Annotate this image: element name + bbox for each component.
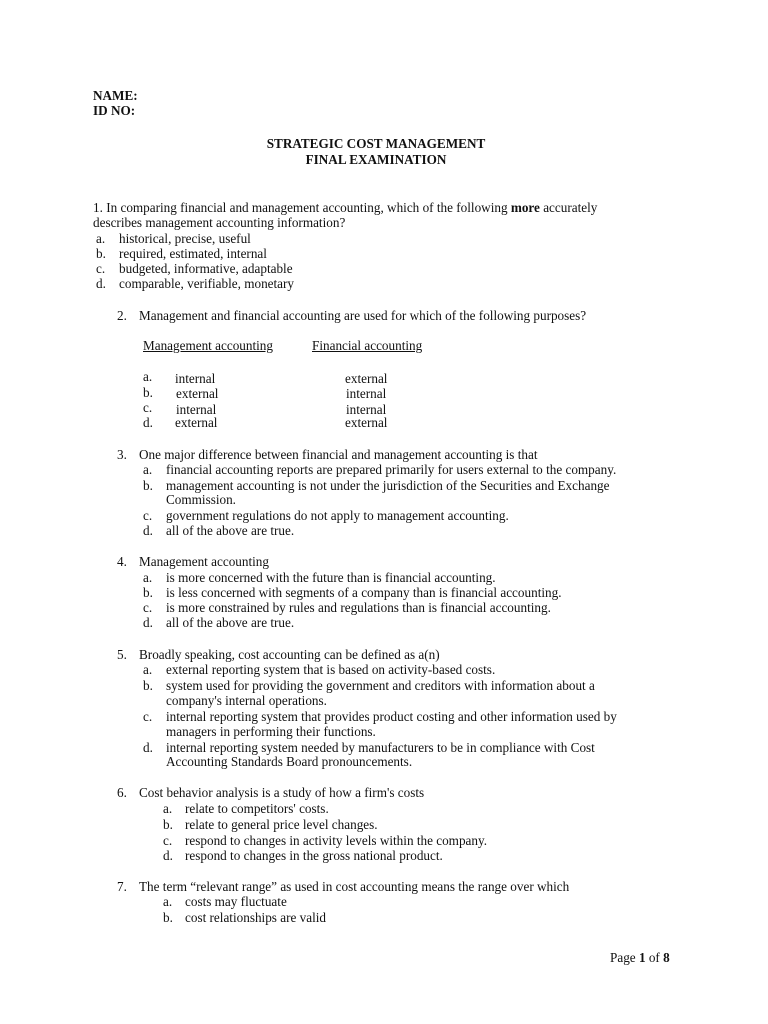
option-letter: a.: [143, 369, 153, 384]
option-letter: a.: [163, 801, 173, 816]
option-letter: b.: [96, 246, 106, 261]
option-text: internal reporting system needed by manufacturers to be in compliance with Cost: [166, 740, 595, 755]
option-letter: a.: [143, 570, 153, 585]
column-header-management: Management accounting: [143, 338, 273, 353]
option-text: financial accounting reports are prepared primarily for users external to the company.: [166, 462, 617, 477]
option-letter: b.: [143, 678, 153, 693]
option-text: system used for providing the government and creditors with information about a: [166, 678, 595, 693]
question-number: 3.: [117, 447, 127, 462]
management-value: internal: [175, 371, 216, 386]
question-4-text: Management accounting: [139, 554, 269, 569]
question-number: 4.: [117, 554, 127, 569]
id-label: ID NO:: [93, 103, 136, 118]
option-letter: d.: [163, 848, 173, 863]
name-label: NAME:: [93, 88, 138, 103]
option-text: all of the above are true.: [166, 615, 295, 630]
option-text: government regulations do not apply to management accounting.: [166, 508, 509, 523]
option-text: respond to changes in the gross national product.: [185, 848, 443, 863]
option-text: relate to general price level changes.: [185, 817, 378, 832]
management-value: external: [176, 386, 219, 401]
question-7-text: The term “relevant range” as used in cost accounting means the range over which: [139, 879, 570, 894]
financial-value: external: [345, 371, 388, 386]
option-letter: c.: [143, 709, 153, 724]
column-header-financial: Financial accounting: [312, 338, 423, 353]
option-text: costs may fluctuate: [185, 894, 287, 909]
option-letter: b.: [143, 385, 153, 400]
option-text: internal reporting system that provides product costing and other information used by: [166, 709, 617, 724]
question-3-text: One major difference between financial and management accounting is that: [139, 447, 538, 462]
option-text-cont: Commission.: [166, 492, 236, 507]
exam-subtitle: FINAL EXAMINATION: [305, 152, 447, 167]
option-letter: b.: [143, 478, 153, 493]
option-text: required, estimated, internal: [119, 246, 267, 261]
option-text: is less concerned with segments of a company than is financial accounting.: [166, 585, 562, 600]
option-text-cont: Accounting Standards Board pronouncements.: [166, 754, 413, 769]
option-letter: a.: [143, 662, 153, 677]
option-text: is more constrained by rules and regulations than is financial accounting.: [166, 600, 551, 615]
financial-value: internal: [346, 402, 387, 417]
option-letter: d.: [143, 615, 153, 630]
option-letter: b.: [163, 817, 173, 832]
exam-title: STRATEGIC COST MANAGEMENT: [266, 136, 486, 151]
option-text: budgeted, informative, adaptable: [119, 261, 293, 276]
option-letter: b.: [163, 910, 173, 925]
option-text: is more concerned with the future than is financial accounting.: [166, 570, 496, 585]
option-letter: c.: [143, 508, 153, 523]
option-letter: a.: [163, 894, 173, 909]
option-text: management accounting is not under the jurisdiction of the Securities and Exchange: [166, 478, 610, 493]
option-letter: c.: [143, 400, 153, 415]
question-1-text: 1. In comparing financial and management accounting, which of the following more accurately: [93, 200, 598, 215]
management-value: internal: [176, 402, 217, 417]
option-text: relate to competitors' costs.: [185, 801, 329, 816]
option-letter: c.: [163, 833, 173, 848]
question-number: 7.: [117, 879, 127, 894]
option-text: external reporting system that is based on activity-based costs.: [166, 662, 496, 677]
option-text-cont: company's internal operations.: [166, 693, 327, 708]
option-letter: b.: [143, 585, 153, 600]
option-letter: d.: [143, 740, 153, 755]
financial-value: external: [345, 415, 388, 430]
option-letter: d.: [143, 523, 153, 538]
option-letter: c.: [143, 600, 153, 615]
option-text: all of the above are true.: [166, 523, 295, 538]
question-number: 6.: [117, 785, 127, 800]
option-text: comparable, verifiable, monetary: [119, 276, 295, 291]
option-text: historical, precise, useful: [119, 231, 251, 246]
option-letter: d.: [143, 415, 153, 430]
question-2-text: Management and financial accounting are used for which of the following purposes?: [139, 308, 587, 323]
option-letter: a.: [143, 462, 153, 477]
option-letter: a.: [96, 231, 106, 246]
question-1-text-cont: describes management accounting information?: [93, 215, 346, 230]
financial-value: internal: [346, 386, 387, 401]
management-value: external: [175, 415, 218, 430]
question-number: 2.: [117, 308, 127, 323]
option-letter: c.: [96, 261, 106, 276]
question-6-text: Cost behavior analysis is a study of how a firm's costs: [139, 785, 425, 800]
option-letter: d.: [96, 276, 106, 291]
question-5-text: Broadly speaking, cost accounting can be defined as a(n): [139, 647, 440, 662]
question-number: 5.: [117, 647, 127, 662]
option-text-cont: managers in performing their functions.: [166, 724, 376, 739]
option-text: cost relationships are valid: [185, 910, 326, 925]
page-indicator: Page 1 of 8: [610, 950, 670, 965]
option-text: respond to changes in activity levels within the company.: [185, 833, 488, 848]
